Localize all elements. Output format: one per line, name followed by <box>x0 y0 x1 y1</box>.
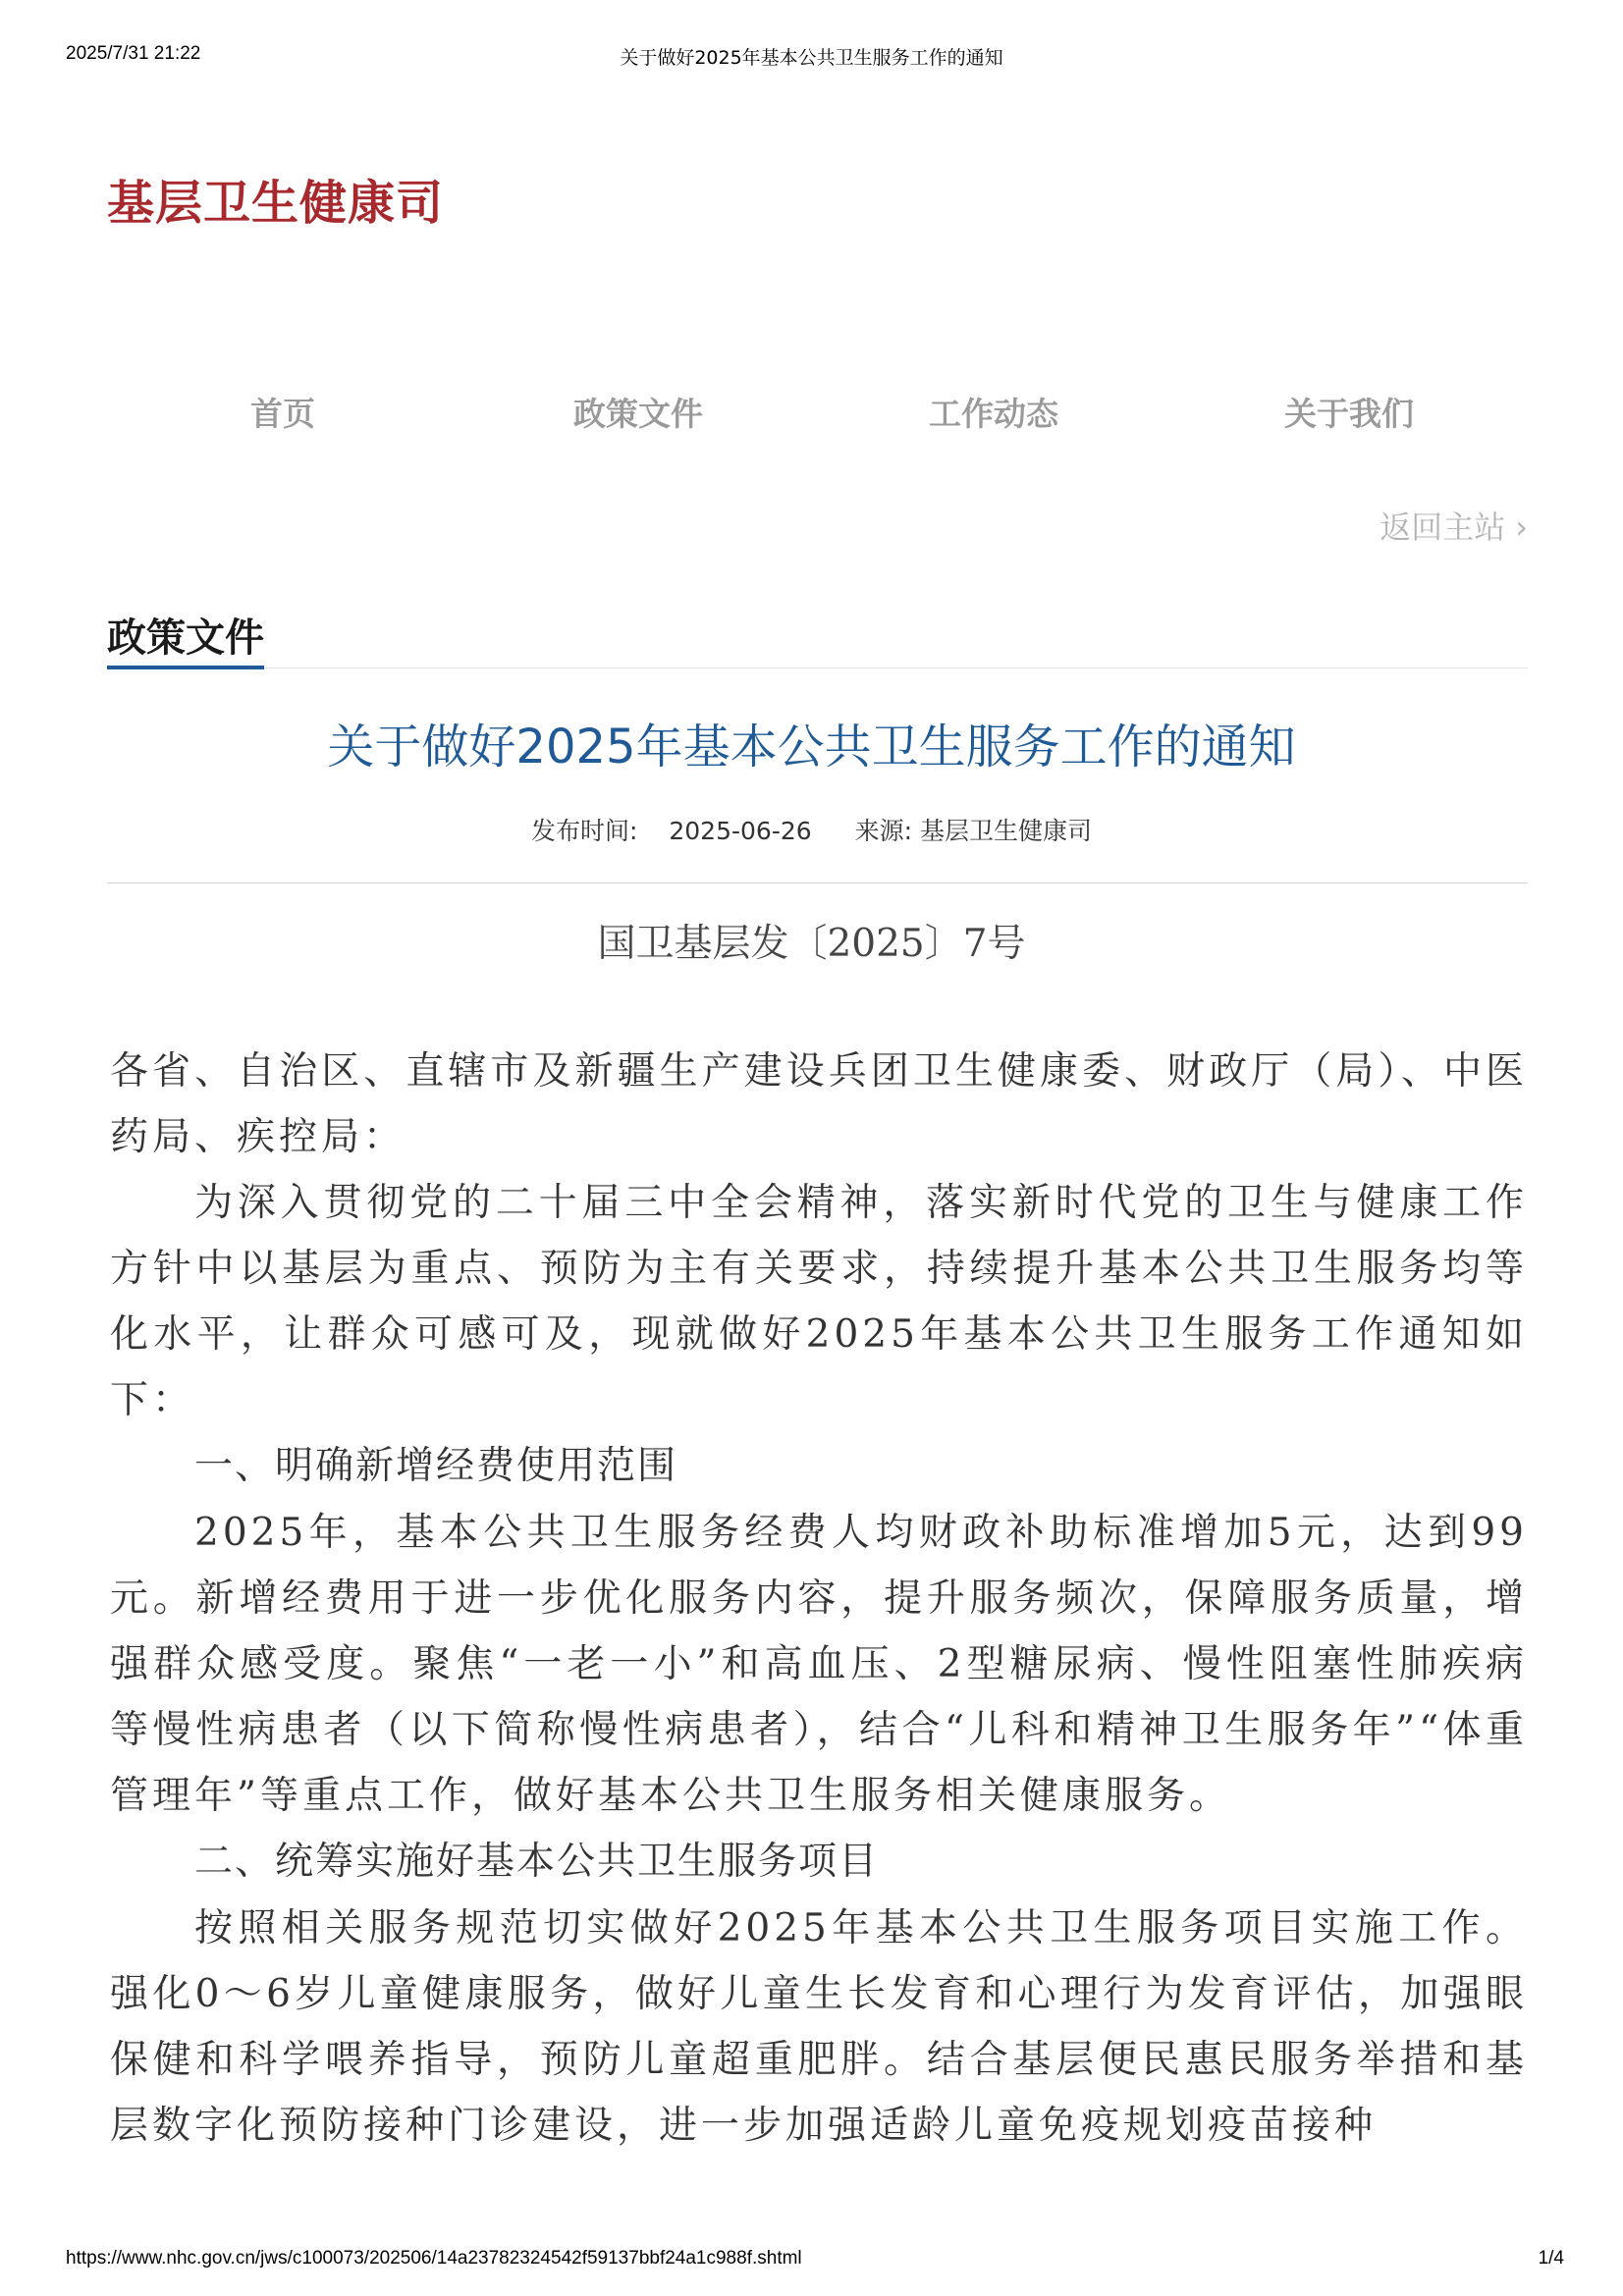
print-page-title: 关于做好2025年基本公共卫生服务工作的通知 <box>620 47 1003 69</box>
print-header <box>0 43 1623 73</box>
nav-item-about[interactable]: 关于我们 <box>1284 395 1414 433</box>
print-page-number: 1/4 <box>1538 2248 1564 2269</box>
print-url: https://www.nhc.gov.cn/jws/c100073/202506/14a23782324542f59137bbf24a1c988f.shtml <box>66 2248 802 2269</box>
nav-item-policy[interactable]: 政策文件 <box>573 395 703 433</box>
divider <box>107 882 1528 883</box>
section-paragraph: 2025年，基本公共卫生服务经费人均财政补助标准增加5元，达到99元。新增经费用于进一步优化服务内容，提升服务频次，保障服务质量，增强群众感受度。聚焦“一老一小”和高血压、2型糖尿病、慢性阻塞性肺疾病等慢性病患者（以下简称慢性病患者），结合“儿科和精神卫生服务年”“体重管理年”等重点工作，做好基本公共卫生服务相关健康服务。 <box>110 1511 1528 1818</box>
section-heading: 二、统筹实施好基本公共卫生服务项目 <box>194 1840 880 1884</box>
chevron-right-icon: › <box>1515 508 1528 546</box>
source-value: 基层卫生健康司 <box>919 817 1092 845</box>
intro-paragraph: 为深入贯彻党的二十届三中全会精神，落实新时代党的卫生与健康工作方针中以基层为重点、预防为主有关要求，持续提升基本公共卫生服务均等化水平，让群众可感可及，现就做好2025年基本公共卫生服务工作通知如下： <box>110 1181 1528 1422</box>
section-title: 政策文件 <box>107 607 264 669</box>
section-paragraph: 按照相关服务规范切实做好2025年基本公共卫生服务项目实施工作。强化0～6岁儿童健康服务，做好儿童生长发育和心理行为发育评估，加强眼保健和科学喂养指导，预防儿童超重肥胖。结合基层便民惠民服务举措和基层数字化预防接种门诊建设，进一步加强适龄儿童免疫规划疫苗接种 <box>110 1906 1528 2148</box>
article-title: 关于做好2025年基本公共卫生服务工作的通知 <box>327 720 1296 774</box>
print-footer <box>0 2248 1623 2277</box>
print-datetime: 2025/7/31 21:22 <box>66 43 201 64</box>
nav-item-news[interactable]: 工作动态 <box>929 395 1058 433</box>
section-header <box>107 607 1528 668</box>
main-nav <box>0 389 1623 438</box>
date-label: 发布时间: <box>531 817 638 845</box>
return-main-site-link[interactable] <box>1380 503 1528 548</box>
salutation: 各省、自治区、直辖市及新疆生产建设兵团卫生健康委、财政厅（局）、中医药局、疾控局： <box>110 1049 1528 1159</box>
article-meta <box>0 812 1623 847</box>
section-heading: 一、明确新增经费使用范围 <box>194 1444 678 1488</box>
publish-date: 2025-06-26 <box>669 817 812 845</box>
document-number: 国卫基层发〔2025〕7号 <box>597 922 1026 966</box>
return-link-label: 返回主站 <box>1380 508 1506 546</box>
site-title[interactable]: 基层卫生健康司 <box>107 176 445 231</box>
source-label: 来源: <box>854 817 912 845</box>
article-body <box>110 1039 1528 2159</box>
nav-item-home[interactable]: 首页 <box>250 395 315 433</box>
